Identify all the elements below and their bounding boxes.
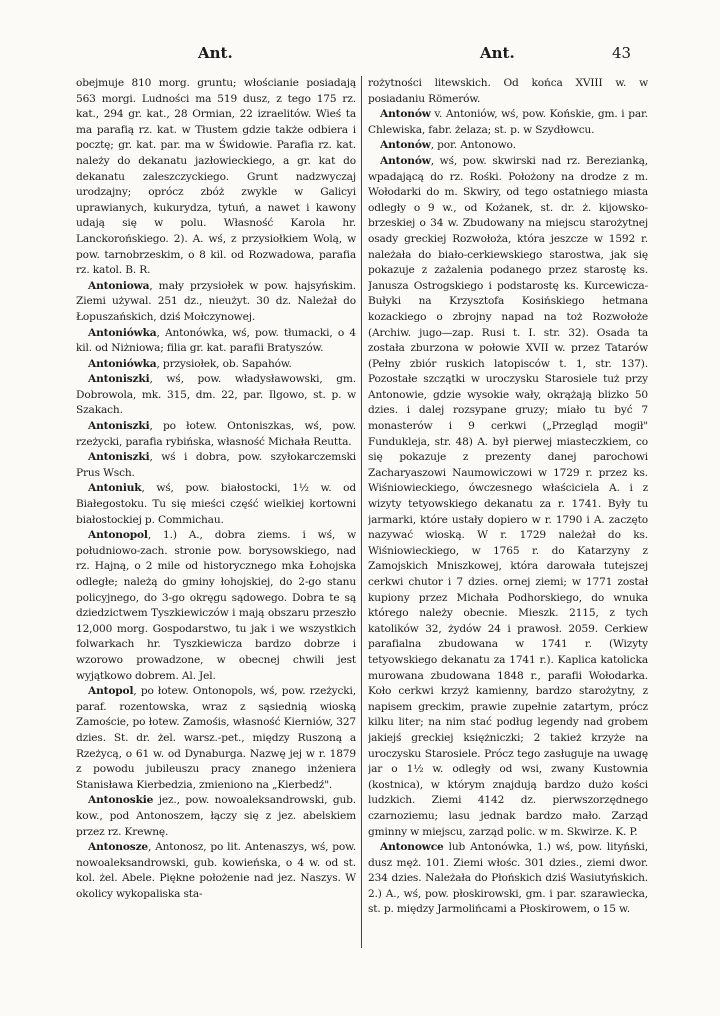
entry-headword: Antonów [380, 108, 431, 121]
entry-headword: Antoniszki [88, 373, 150, 386]
entry: Antopol, po łotew. Ontonopols, wś, pow. rzeżycki, paraf. rozentowska, wraz z sąsiednią wioską Zamoście, po łotew. Zamośis, własność Kierniów, 327 dzies. St. dr. żel. warsz.-pet., między Ruszoną a Rzeżycą, o 61 w. od Dynaburga. Nazwę jej w r. 1879 z powodu jubileuszu pracy znanego inżeniera Stanisława Kierbedzia, zmieniono na „Kierbedź". [76, 685, 356, 791]
entry: Antoniszki, po łotew. Ontoniszkas, wś, pow. rzeżycki, parafia rybińska, własność Michała Reutta. [76, 420, 356, 448]
entry: Antoniówka, Antonówka, wś, pow. tłumacki, o 4 kil. od Niżniowa; filia gr. kat. parafii Bratyszów. [76, 326, 356, 355]
right-column [368, 76, 648, 976]
left-column [76, 76, 356, 976]
running-head-right: Ant. [480, 44, 515, 62]
entry-headword: Antonosze [88, 841, 149, 854]
entry-headword: Antoniuk [88, 482, 142, 495]
entry-headword: Antoniówka [88, 357, 157, 370]
entry: rożytności litewskich. Od końca XVIII w. w posiadaniu Römerów. [368, 77, 648, 105]
entry-headword: Antonów [380, 154, 431, 167]
entry: Antonoskie jez., pow. nowoaleksandrowski, gub. kow., pod Antonoszem, łączy się z jez. abelskiem przez rz. Krewnę. [76, 794, 356, 838]
entry-headword: Antoniówka [88, 326, 157, 339]
entry-headword: Antonopol [88, 529, 148, 542]
page-number: 43 [612, 44, 632, 62]
entry-headword: Antonowce [380, 841, 444, 854]
entry: Antonopol, 1.) A., dobra ziems. i wś, w południowo-zach. stronie pow. borysowskiego, nad rz. Hajną, o 2 mile od historycznego mka Łohojska odległe; należą do gminy łohojskiej, do 2-go stanu policyjnego, do 3-go okręgu sądowego. Dobra te są dziedzictwem Tyszkiewiczów i mają obszaru przeszło 12,000 morg. Gospodarstwo, tu jak i we wszystkich folwarkach hr. Tyszkiewicza bardzo dobrze i wzorowo prowadzone, w obecnej chwili jest wyjątkowo dobrem. Al. Jel. [76, 529, 356, 682]
entry-headword: Antopol [88, 685, 134, 698]
entry-headword: Antoniszki [88, 451, 150, 464]
entry: Antoniówka, przysiołek, ob. Sapahów. [88, 357, 292, 370]
running-head-left: Ant. [198, 44, 233, 62]
entry: Antoniszki, wś i dobra, pow. szyłokarczemski Prus Wsch. [76, 451, 356, 479]
entry: Antonowce lub Antonówka, 1.) wś, pow. lityński, dusz męż. 101. Ziemi włośc. 301 dzies., ziemi dwor. 234 dzies. Należała do Płońskich dziś Wasiutyńskich. 2.) A., wś, pow. płoskirowski, gm. i par. szarawiecka, st. p. między Jarmolińcami a Płoskirowem, o 15 w. [368, 841, 648, 916]
entry: Antonów v. Antoniów, wś, pow. Końskie, gm. i par. Chlewiska, fabr. żelaza; st. p. w Szydłowcu. [368, 108, 648, 136]
column-divider [361, 76, 362, 948]
entry-headword: Antoniowa [88, 279, 150, 292]
entry: Antoniowa, mały przysiołek w pow. hajsyńskim. Ziemi używal. 251 dz., nieużyt. 30 dz. Należał do Łopuszańskich, dziś Mołczynowej. [76, 279, 356, 323]
entry: Antonów, por. Antonowo. [380, 139, 516, 152]
entry: Antoniuk, wś, pow. białostocki, 1½ w. od Białegostoku. Tu się mieści część wielkiej kortowni białostockiej p. Commichau. [76, 482, 356, 526]
entry: Antonów, wś, pow. skwirski nad rz. Berezianką, wpadającą do rz. Rośki. Położony na drodze z m. Wołodarki do m. Skwiry, od tego ostatniego miasta odległy o 9 w., od Kożanek, st. dr. ż. kijowsko-brzeskiej o 34 w. Zbudowany na miejscu starożytnej osady greckiej Rozwołoża, która jeszcze w 1592 r. należała do biało-cerkiewskiego starostwa, jak się pokazuje z zażalenia podanego przez starostę ks. Janusza Ostrogskiego i podstarostę ks. Kurcewicza-Bułyki na Krzysztofa Kosińskiego hetmana kozackiego o zbrojny napad na toż Rozwołoże (Archiw. jugo—zap. Rusi t. I. str. 32). Osada ta została zburzona w połowie XVII w. przez Tatarów (Pełny zbiór ruskich latopisców t. 1, str. 137). Pozostałe szczątki w uroczysku Starosiele tuż przy Antonowie, gdzie wysokie wały, okrążają blizko 50 dzies. i dalej rozsypane gruzy; miało tu być 7 monasterów i 9 cerkwi („Przegląd mogił" Fundukleja, str. 48) A. był pierwej miasteczkiem, co się pokazuje z prezenty danej parochowi Zacharyaszowi Naumowiczowi w 1729 r. przez ks. Wiśniowieckiego, ówczesnego właściciela A. i z wizyty tetyowskiego dekanatu za r. 1741. Były tu jarmarki, które ustały dopiero w r. 1790 i A. zaczęto nazywać wioską. W r. 1729 należał do ks. Wiśniowieckiego, w 1765 r. do Katarzyny z Zamojskich Mniszkowej, która darowała tutejszej cerkwi chutor i 7 dzies. ornej ziemi; w 1771 został kupiony przez Michała Podhorskiego, do wnuka którego należy obecnie. Mieszk. 2115, z tych katolików 32, żydów 24 i prawosł. 2059. Cerkiew parafialna zbudowana w 1741 r. (Wizyty tetyowskiego dekanatu za 1741 r.). Kaplica katolicka murowana zbudowana 1848 r., parafii Wołodarka. Koło cerkwi krzyż kamienny, bardzo starożytny, z napisem greckim, prawie zupełnie zatartym, prócz kilku liter; na nim stać podług legendy nad grobem jakiejś greckiej księżniczki; 2 takież krzyże na uroczysku Starosiele. Prócz tego zasługuje na uwagę jar o 1½ w. odległy od wsi, zwany Kustownia (kostnica), w którym znajdują bardzo dużo kości ludzkich. Ziemi 4142 dz. pierwszorzędnego czarnoziemu; lasu jednak bardzo mało. Zarząd gminny w miejscu, zarząd polic. w m. Skwirze. K. P. [368, 154, 648, 838]
entry-headword: Antonów [380, 139, 431, 152]
entry: Antonosze, Antonosz, po lit. Antenaszys, wś, pow. nowoaleksandrowski, gub. kowieńska, o 4 w. od st. kol. żel. Abele. Piękne położenie nad jez. Naszys. W okolicy wykopaliska sta- [76, 841, 356, 900]
entry: obejmuje 810 morg. gruntu; włościanie posiadają 563 morgi. Ludności ma 519 dusz, z tego 175 rz. kat., 294 gr. kat., 28 Ormian, 22 izraelitów. Wieś ta ma parafią rz. kat. w Tłustem gdzie także odbiera i pocztę; gr. kat. par. ma w Świdowie. Parafia rz. kat. należy do dekanatu jazłowieckiego, a gr. kat do dekanatu zaleszczyckiego. Grunt nadzwyczaj urodzajny; oprócz zbóż zwykle w Galicyi uprawianych, kukurydza, tytuń, a nawet i kawony udają się w polu. Własność Karola hr. Lanckorońskiego. 2). A. wś, z przysiołkiem Wolą, w pow. tarnobrzeskim, o 8 kil. od Rozwadowa, parafia rz. katol. B. R. [76, 77, 356, 277]
entry-headword: Antonoskie [88, 794, 154, 807]
entry-headword: Antoniszki [88, 420, 150, 433]
entry: Antoniszki, wś, pow. władysławowski, gm. Dobrowola, mk. 315, dm. 22, par. Ilgowo, st. p. w Szakach. [76, 373, 356, 417]
